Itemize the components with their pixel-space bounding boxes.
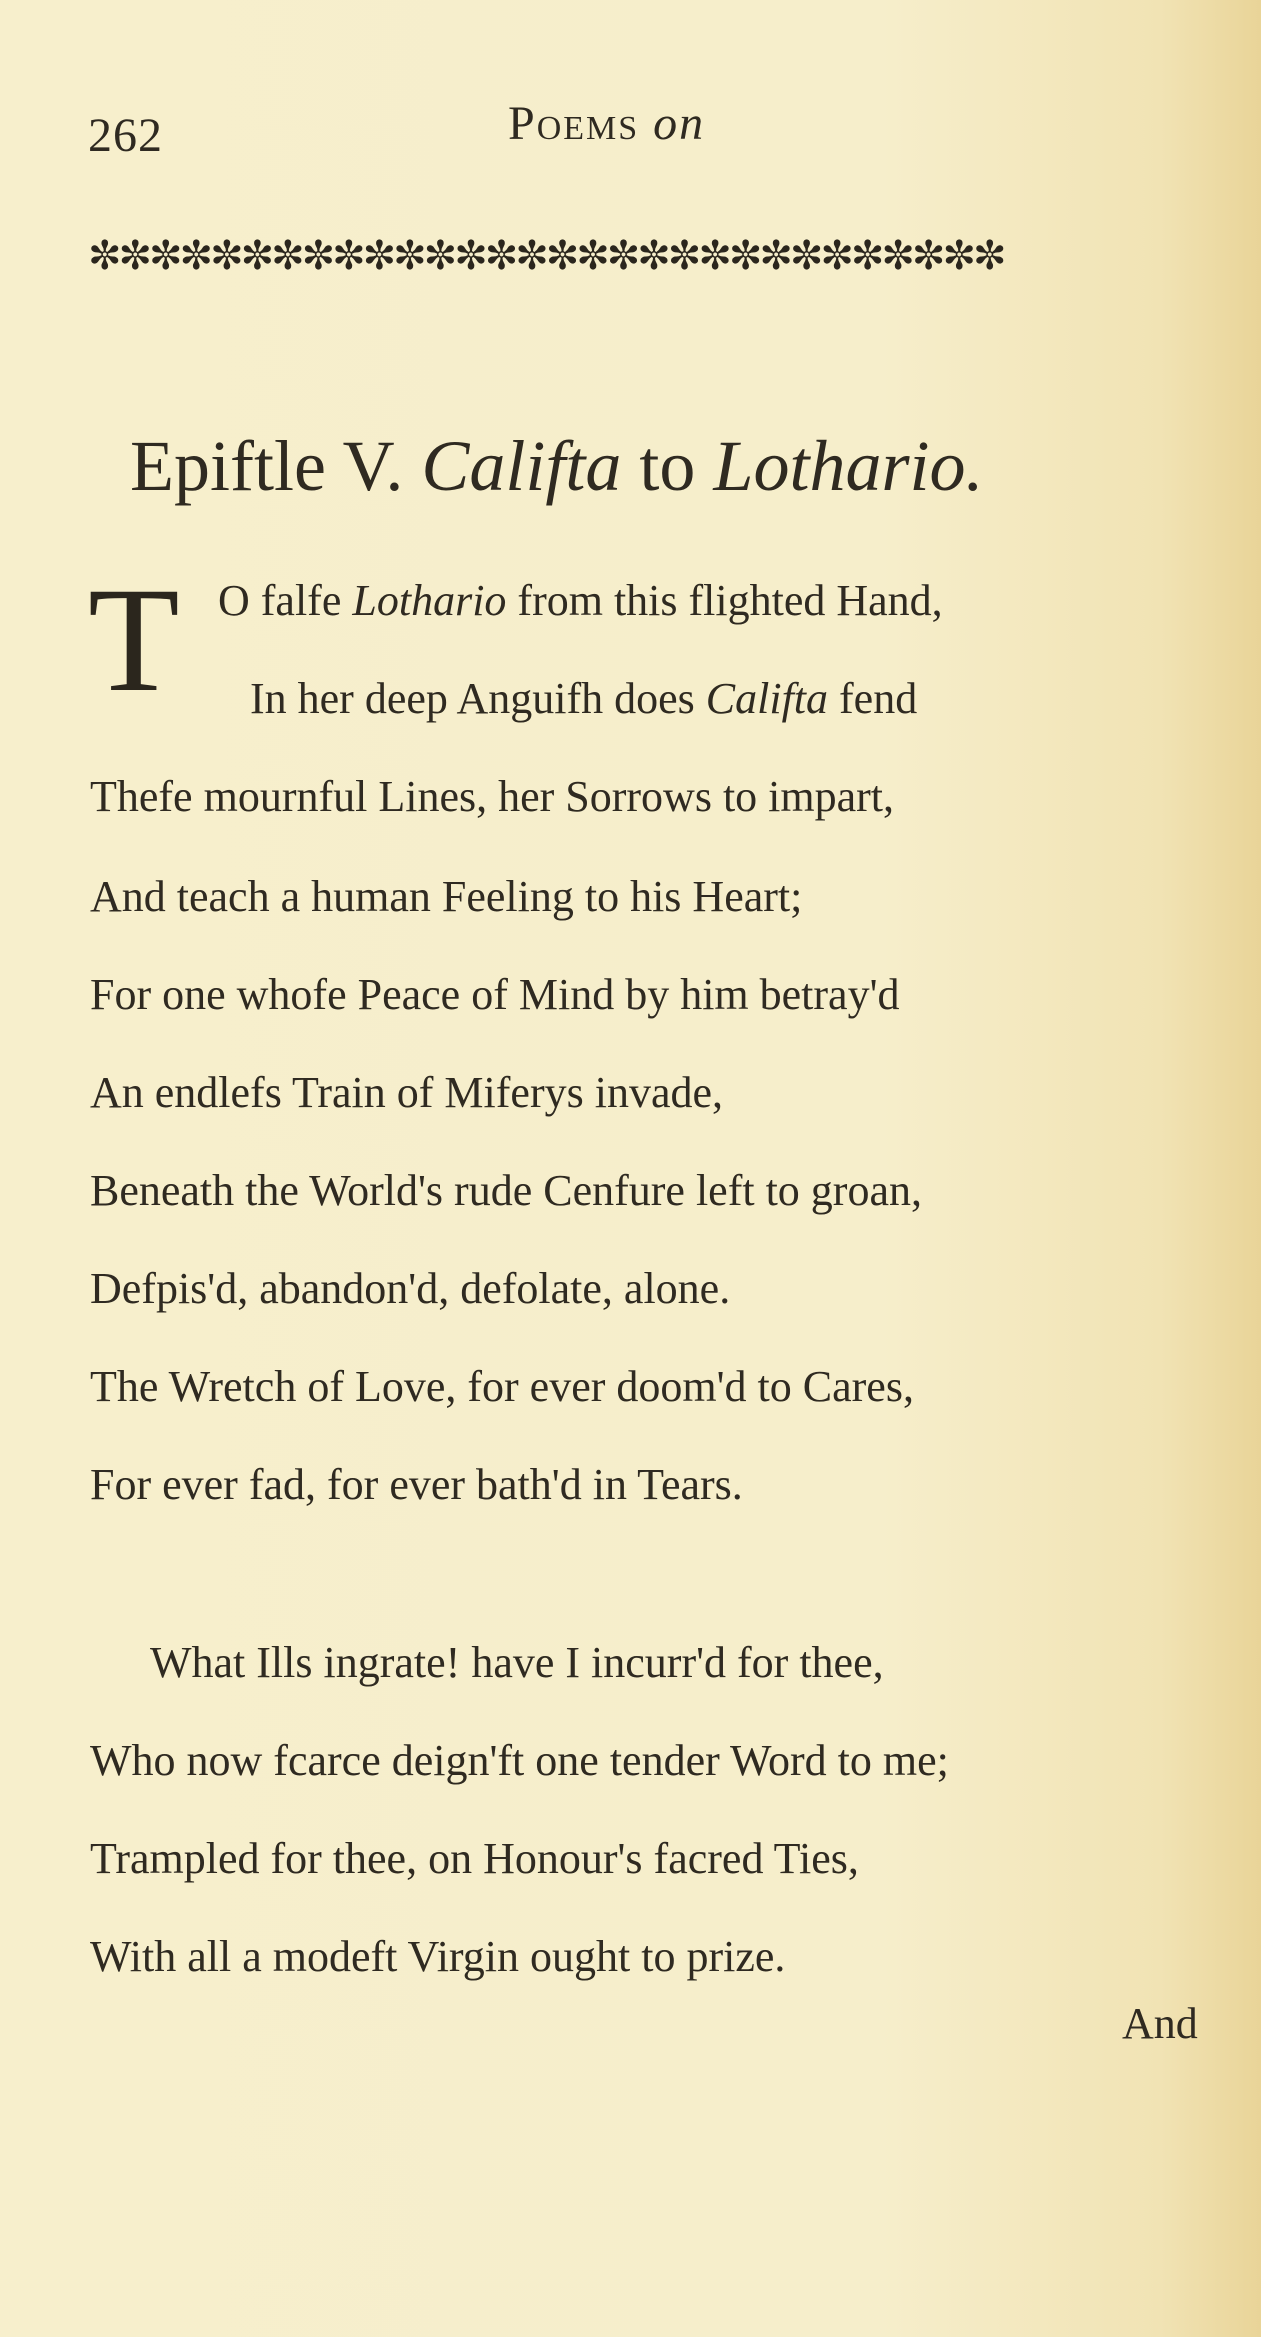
running-head-main: Poems	[508, 97, 640, 150]
poem-line: And teach a human Feeling to his Heart;	[90, 872, 803, 921]
ornament-rule: ✼✼✼✼✼✼✼✼✼✼✼✼✼✼✼✼✼✼✼✼✼✼✼✼✼✼✼✼✼✼	[88, 233, 1004, 278]
title-part4: Lothario.	[713, 426, 984, 506]
poem-line: O falfe Lothario from this flighted Hand,	[218, 576, 943, 625]
poem-line: Beneath the World's rude Cenfure left to groan,	[90, 1166, 922, 1215]
title-part3: to	[639, 426, 696, 506]
poem-line: In her deep Anguifh does Califta fend	[250, 674, 918, 723]
poem-line: Defpis'd, abandon'd, defolate, alone.	[90, 1264, 731, 1313]
page-number: 262	[88, 109, 163, 162]
poem-line: Who now fcarce deign'ft one tender Word to me;	[90, 1736, 949, 1785]
running-head	[508, 96, 705, 151]
poem-line: An endlefs Train of Miferys invade,	[90, 1068, 724, 1117]
title-part2: Califta	[421, 426, 622, 506]
poem-line: For one whofe Peace of Mind by him betray'd	[90, 970, 900, 1019]
poem-line: For ever fad, for ever bath'd in Tears.	[90, 1460, 743, 1509]
poem-line: What Ills ingrate! have I incurr'd for thee,	[150, 1638, 884, 1687]
poem-line: The Wretch of Love, for ever doom'd to Cares,	[90, 1362, 914, 1411]
poem-title	[130, 425, 1210, 508]
catchword: And	[1122, 1999, 1198, 2048]
poem-line: With all a modeft Virgin ought to prize.	[90, 1932, 786, 1981]
title-part1: Epiftle V.	[130, 426, 404, 506]
drop-cap: T	[88, 557, 180, 723]
running-head-italic: on	[653, 97, 706, 150]
poem-line: Trampled for thee, on Honour's facred Ties,	[90, 1834, 859, 1883]
poem-line: Thefe mournful Lines, her Sorrows to impart,	[90, 772, 895, 821]
